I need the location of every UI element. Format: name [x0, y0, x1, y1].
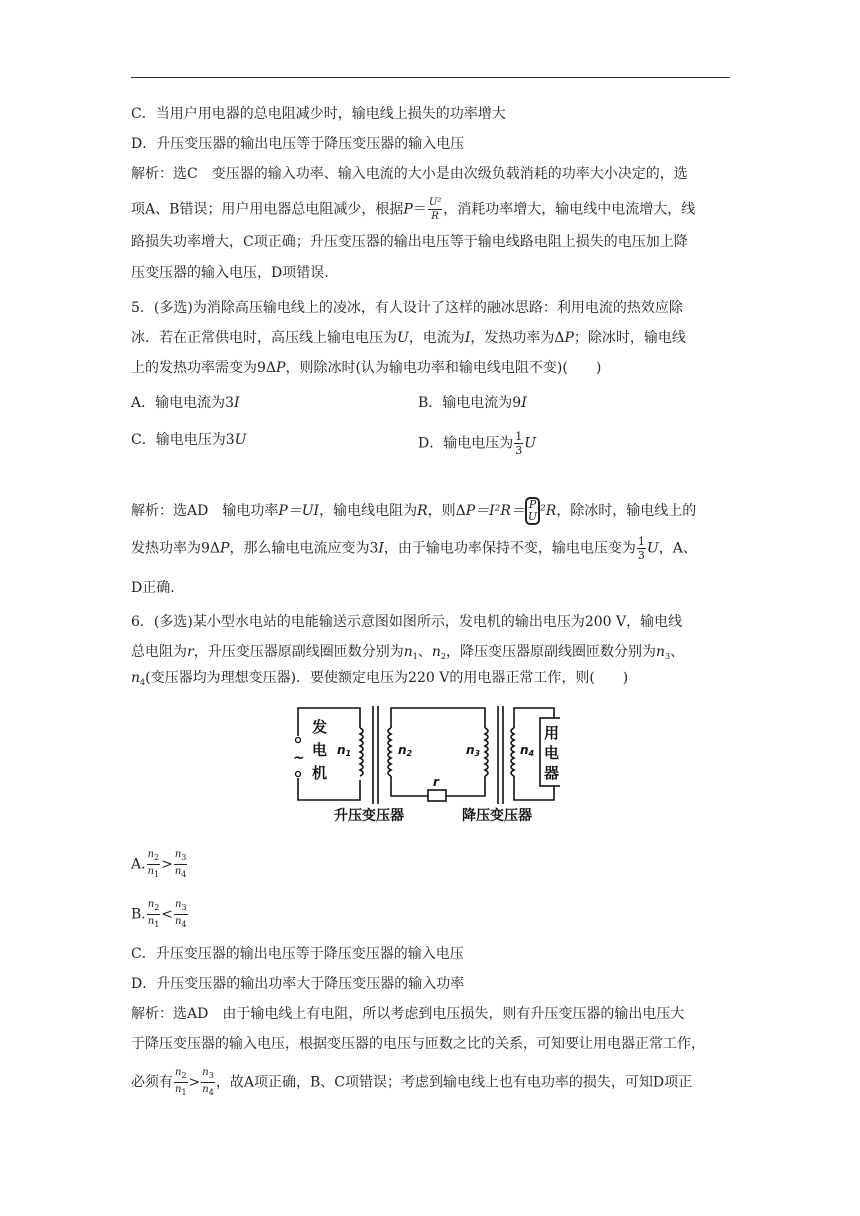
q6-stem-line-2: 总电阻为r，升压变压器原副线圈匝数分别为$n_1$、$n_2$，降压变压器原副线圈匝数分别为$n_3$、 — [131, 644, 685, 661]
ratio-n2-n1: $\frac{n_2}{n_1}$ — [147, 899, 160, 929]
ratio-n2-n1: $\frac{n_2}{n_1}$ — [147, 849, 160, 879]
q4-analysis-line-2: 项A、B错误；用户用电器总电阻减少，根据P＝ $\frac{\text{U²}}{R}$ ，消耗功率增大，输电线中电流增大，线 — [131, 197, 696, 222]
q6-analysis-line-1: 解析：选AD 由于输电线上有电阻，所以考虑到电压损失，则有升压变压器的输出电压大 — [131, 1006, 685, 1022]
ratio-n3-n4: $\frac{n_3}{n_4}$ — [174, 849, 187, 879]
coil-label-n3: n3 — [466, 743, 481, 758]
generator-label-3: 机 — [312, 764, 328, 782]
one-third-fraction: $\frac{1}{3}$ — [637, 535, 645, 562]
q4-analysis-line-3: 路损失功率增大，C项正确；升压变压器的输出电压等于输电线路电阻上损失的电压加上降 — [131, 234, 688, 250]
q4-option-d: D．升压变压器的输出电压等于降压变压器的输入电压 — [131, 136, 465, 152]
q6-option-b: B. $\frac{n_2}{n_1}$ < $\frac{n_3}{n_4}$ — [131, 899, 187, 929]
power-transmission-diagram — [290, 700, 560, 824]
appliance-label-1: 用 — [544, 724, 560, 742]
q5-analysis-line-2: 发热功率为9ΔP，那么输电电流应变为3I，由于输电功率保持不变，输电电压变为 $\frac{1}{3}$ U，A、 — [131, 535, 697, 562]
step-down-transformer-label: 降压变压器 — [462, 808, 532, 824]
q4-option-c: C．当用户用电器的总电阻减少时，输电线上损失的功率增大 — [131, 106, 506, 122]
q5-option-d: D．输电电压为 $\frac{1}{3}$ U — [418, 430, 537, 457]
ratio-n3-n4: $\frac{n_3}{n_4}$ — [202, 1067, 214, 1097]
q5-option-b: B．输电电流为9I — [418, 395, 527, 411]
bracket-fraction: P U — [525, 497, 540, 525]
coil-label-n1: n1 — [337, 743, 352, 758]
q5-stem-line-1: 5．(多选)为消除高压输电线上的凌冰，有人设计了这样的融冰思路：利用电流的热效应除 — [131, 300, 683, 316]
q5-option-c: C．输电电压为3U — [131, 432, 247, 448]
q6-option-c: C．升压变压器的输出电压等于降压变压器的输入电压 — [131, 946, 464, 962]
q5-option-a: A．输电电流为3I — [131, 395, 240, 411]
q5-analysis-line-1: 解析：选AD 输电功率P＝UI，输电线电阻为R，则ΔP＝I²R＝ P U ²R，除冰时，输电线上的 — [131, 498, 697, 523]
ratio-n3-n4: $\frac{n_3}{n_4}$ — [175, 899, 187, 929]
q6-analysis-line-2: 于降压变压器的输入电压，根据变压器的电压与匝数之比的关系，可知要让用电器正常工作， — [131, 1036, 705, 1052]
one-third-fraction: $\frac{1}{3}$ — [515, 430, 523, 457]
power-formula-fraction: $\frac{\text{U²}}{R}$ — [428, 197, 442, 222]
ac-symbol: ~ — [293, 750, 305, 766]
q6-stem-line-1: 6．(多选)某小型水电站的电能输送示意图如图所示，发电机的输出电压为200 V，输电线 — [131, 614, 683, 630]
appliance-label-2: 电 — [544, 744, 560, 762]
coil-label-n2: n2 — [398, 743, 413, 758]
q6-option-d: D．升压变压器的输出功率大于降压变压器的输入功率 — [131, 976, 465, 992]
header-rule — [131, 77, 730, 78]
q4-analysis-line-4: 压变压器的输入电压，D项错误. — [131, 265, 329, 281]
q4-analysis-line-1: 解析：选C 变压器的输入功率、输入电流的大小是由次级负载消耗的功率大小决定的，选 — [131, 166, 688, 182]
resistor-label: r — [433, 775, 439, 789]
q6-analysis-line-3: 必须有 $\frac{n_2}{n_1}$ > $\frac{n_3}{n_4}$ ，故A项正确，B、C项错误；考虑到输电线上也有电功率的损失，可知D项正 — [131, 1067, 693, 1097]
ratio-n2-n1: $\frac{n_2}{n_1}$ — [175, 1067, 187, 1097]
step-up-transformer-label: 升压变压器 — [334, 808, 404, 824]
generator-label-2: 电 — [312, 741, 328, 759]
appliance-label-3: 器 — [544, 764, 560, 782]
coil-label-n4: n4 — [520, 743, 535, 758]
q5-stem-line-3: 上的发热功率需变为9ΔP，则除冰时(认为输电功率和输电线电阻不变)( ) — [131, 360, 602, 376]
q6-option-a: A. $\frac{n_2}{n_1}$ > $\frac{n_3}{n_4}$ — [131, 849, 187, 879]
q6-stem-line-3: $n_4$(变压器均为理想变压器)．要使额定电压为220 V的用电器正常工作，则( ) — [131, 670, 629, 687]
q5-stem-line-2: 冰．若在正常供电时，高压线上输电电压为U，电流为I，发热功率为ΔP；除冰时，输电线 — [131, 330, 686, 346]
q5-analysis-line-3: D正确. — [131, 580, 175, 596]
generator-label-1: 发 — [312, 718, 328, 736]
